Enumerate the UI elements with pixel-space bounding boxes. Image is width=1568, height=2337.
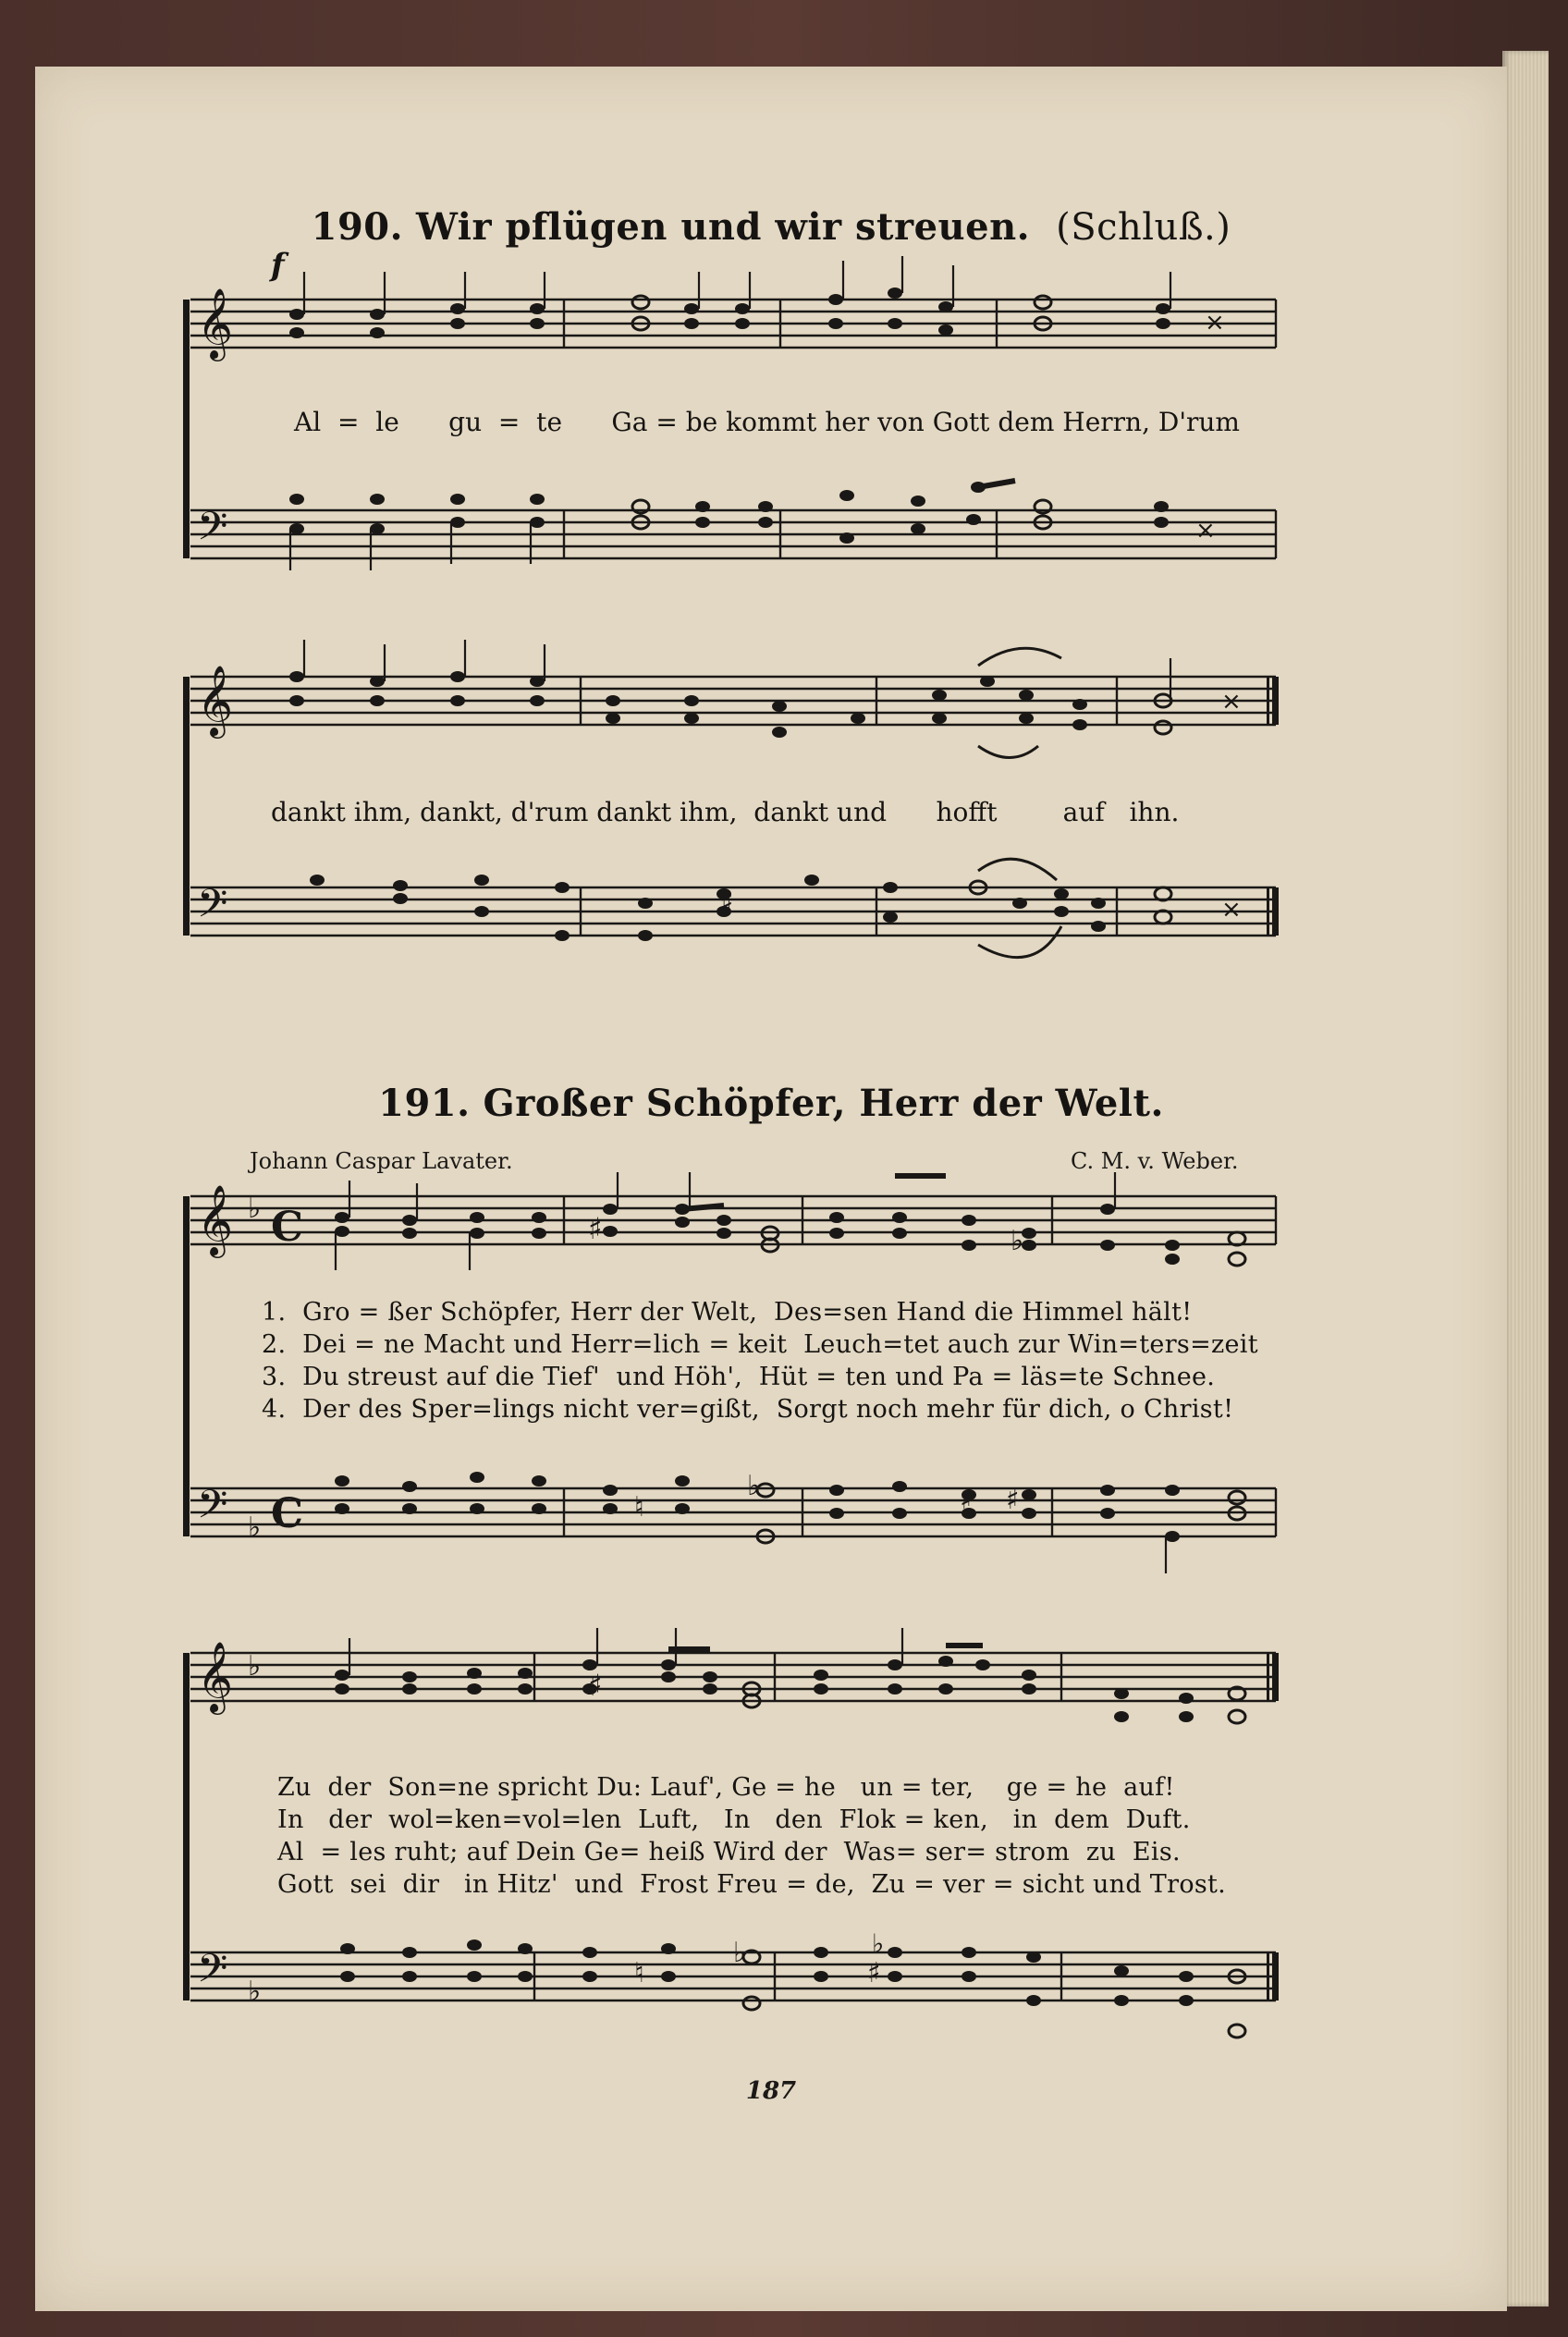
music-notation bbox=[35, 67, 1507, 2311]
system-brackets bbox=[183, 300, 190, 2001]
hymn-191-title-text: Großer Schöpfer, Herr der Welt. bbox=[483, 1082, 1164, 1125]
natural-icon: ♮ bbox=[634, 1491, 644, 1523]
staff-190-1-bass bbox=[190, 510, 1276, 558]
page-edges bbox=[1502, 51, 1549, 2306]
verse-line: 1. Gro = ßer Schöpfer, Herr der Welt, Des=sen Hand die Himmel hält! bbox=[262, 1298, 1193, 1327]
rest-icon: × bbox=[1205, 309, 1225, 336]
flat-icon: ♭ bbox=[1011, 1225, 1024, 1257]
treble-clef-icon: 𝄞 bbox=[197, 288, 234, 359]
treble-clef-icon: 𝄞 bbox=[197, 1184, 234, 1255]
flat-icon: ♭ bbox=[248, 1193, 262, 1225]
flat-icon: ♭ bbox=[747, 1470, 761, 1502]
treble-clef-icon: 𝄞 bbox=[197, 1641, 234, 1712]
hymn-191-number: 191. bbox=[378, 1082, 471, 1125]
hymn-190-suffix: (Schluß.) bbox=[1056, 206, 1231, 249]
rests bbox=[1195, 309, 1242, 924]
note-stems bbox=[290, 256, 1170, 1675]
verse-line: Gott sei dir in Hitz' und Frost Freu = de, Zu = ver = sicht und Trost. bbox=[277, 1870, 1227, 1899]
bass-clef-icon: 𝄢 bbox=[197, 881, 228, 936]
hymn-190-number: 190. bbox=[311, 205, 404, 249]
book-page bbox=[35, 67, 1507, 2311]
sharp-icon: ♯ bbox=[1006, 1484, 1020, 1516]
rest-icon: × bbox=[1221, 896, 1242, 924]
flat-icon: ♭ bbox=[248, 1650, 262, 1682]
hymn-190-lyrics-line-1: Al = le gu = te Ga = be kommt her von Gott dem Herrn, D'rum bbox=[294, 407, 1240, 437]
rest-icon: × bbox=[1195, 517, 1216, 544]
verse-line: In der wol=ken=vol=len Luft, In den Flok = ken, in dem Duft. bbox=[277, 1805, 1191, 1834]
bass-clef-icon: 𝄢 bbox=[197, 504, 228, 559]
verse-line: 2. Dei = ne Macht und Herr=lich = keit Leuch=tet auch zur Win=ters=zeit bbox=[262, 1330, 1258, 1359]
flat-icon: ♭ bbox=[733, 1937, 747, 1969]
beams-and-slurs bbox=[668, 481, 1061, 1649]
hymn-191-title bbox=[35, 1082, 1507, 1125]
sharp-icon: ♯ bbox=[867, 1957, 881, 1989]
sharp-icon: ♯ bbox=[588, 1668, 603, 1703]
dynamic-forte: f bbox=[271, 247, 285, 284]
verse-line: 3. Du streust auf die Tief' und Höh', Hüt = ten und Pa = läs=te Schnee. bbox=[262, 1363, 1216, 1391]
verse-line: Zu der Son=ne spricht Du: Lauf', Ge = he un = ter, ge = he auf! bbox=[277, 1773, 1175, 1802]
staff-190-1-treble bbox=[190, 300, 1276, 348]
common-time-icon: C bbox=[271, 1204, 304, 1251]
page-number: 187 bbox=[745, 2077, 797, 2105]
sharp-icon: ♯ bbox=[960, 1484, 974, 1516]
natural-icon: ♮ bbox=[634, 1957, 644, 1989]
rest-icon: × bbox=[1221, 688, 1242, 716]
bass-clef-icon: 𝄢 bbox=[197, 1946, 228, 2001]
hymn-191-composer: C. M. v. Weber. bbox=[1071, 1148, 1239, 1174]
final-bar-lines bbox=[1267, 677, 1279, 2001]
verse-line: 4. Der des Sper=lings nicht ver=gißt, Sorgt noch mehr für dich, o Christ! bbox=[262, 1395, 1234, 1424]
hymn-190-title-text: Wir pflügen und wir streuen. bbox=[416, 205, 1031, 249]
sharp-icon: ♯ bbox=[588, 1211, 603, 1246]
flat-icon: ♭ bbox=[872, 1928, 885, 1959]
staff-190-2-treble bbox=[190, 677, 1276, 725]
hymn-190-lyrics-line-2: dankt ihm, dankt, d'rum dankt ihm, dankt und hofft auf ihn. bbox=[271, 797, 1180, 827]
bass-clef-icon: 𝄢 bbox=[197, 1482, 228, 1537]
flat-icon: ♭ bbox=[248, 1976, 262, 2008]
staff-191-2-treble bbox=[190, 1653, 1276, 1701]
treble-clef-icon: 𝄞 bbox=[197, 665, 234, 736]
staff-191-1-treble bbox=[190, 1196, 1276, 1244]
sharp-icon: ♯ bbox=[719, 885, 734, 920]
hymn-191-author: Johann Caspar Lavater. bbox=[250, 1148, 513, 1174]
flat-icon: ♭ bbox=[248, 1511, 262, 1544]
verse-line: Al = les ruht; auf Dein Ge= heiß Wird der Was= ser= strom zu Eis. bbox=[277, 1838, 1181, 1866]
common-time-icon: C bbox=[271, 1490, 304, 1537]
